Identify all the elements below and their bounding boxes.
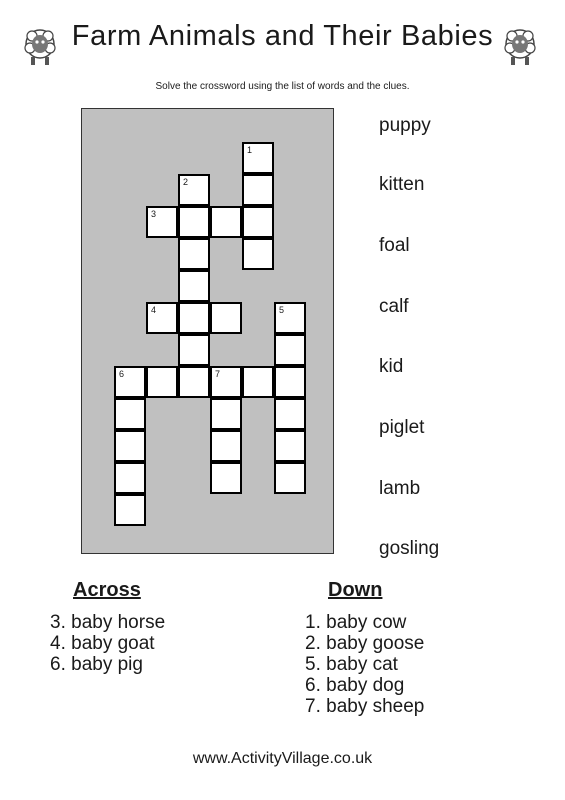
clue-number: 1 (247, 145, 253, 155)
crossword-cell[interactable] (114, 494, 146, 526)
crossword-cell[interactable] (178, 270, 210, 302)
word-list-item: kitten (379, 174, 425, 195)
crossword-cell[interactable] (274, 302, 306, 334)
across-clue: 4. baby goat (50, 633, 155, 654)
crossword-cell[interactable] (114, 366, 146, 398)
crossword-cell[interactable] (274, 398, 306, 430)
crossword-cell[interactable] (178, 206, 210, 238)
clue-number: 6 (119, 369, 125, 379)
down-clue: 5. baby cat (305, 654, 398, 675)
crossword-cell[interactable] (114, 398, 146, 430)
page-title: Farm Animals and Their Babies (71, 20, 494, 52)
crossword-cell[interactable] (210, 462, 242, 494)
crossword-cell[interactable] (242, 238, 274, 270)
crossword-cell[interactable] (114, 462, 146, 494)
sheep-icon (502, 24, 538, 68)
word-list-item: foal (379, 235, 410, 256)
down-clue: 7. baby sheep (305, 696, 425, 717)
clue-number: 7 (215, 369, 221, 379)
word-list-item: lamb (379, 478, 421, 499)
clue-number: 2 (183, 177, 189, 187)
across-clue: 6. baby pig (50, 654, 143, 675)
crossword-cell[interactable] (178, 334, 210, 366)
crossword-cell[interactable] (210, 430, 242, 462)
crossword-cell[interactable] (178, 238, 210, 270)
down-clue: 1. baby cow (305, 612, 407, 633)
crossword-cell[interactable] (242, 142, 274, 174)
crossword-cell[interactable] (274, 430, 306, 462)
crossword-cell[interactable] (146, 206, 178, 238)
crossword-cell[interactable] (210, 366, 242, 398)
crossword-cell[interactable] (242, 174, 274, 206)
word-list-item: kid (379, 356, 404, 377)
crossword-cell[interactable] (178, 302, 210, 334)
crossword-cell[interactable] (242, 206, 274, 238)
down-clue: 2. baby goose (305, 633, 425, 654)
clue-number: 3 (151, 209, 157, 219)
clue-number: 4 (151, 305, 157, 315)
crossword-cell[interactable] (242, 366, 274, 398)
across-clue: 3. baby horse (50, 612, 166, 633)
crossword-cell[interactable] (210, 398, 242, 430)
crossword-cell[interactable] (178, 366, 210, 398)
crossword-cell[interactable] (146, 366, 178, 398)
down-heading: Down (328, 579, 383, 601)
word-list-item: calf (379, 296, 409, 317)
word-list-item: piglet (379, 417, 425, 438)
word-list-item: gosling (379, 538, 440, 559)
word-list-item: puppy (379, 115, 431, 136)
footer-link[interactable]: www.ActivityVillage.co.uk (192, 750, 373, 767)
crossword-cell[interactable] (274, 462, 306, 494)
crossword-cell[interactable] (274, 334, 306, 366)
down-clue: 6. baby dog (305, 675, 405, 696)
instructions-text: Solve the crossword using the list of words and the clues. (155, 81, 410, 92)
crossword-cell[interactable] (114, 430, 146, 462)
crossword-cell[interactable] (274, 366, 306, 398)
crossword-cell[interactable] (146, 302, 178, 334)
crossword-cell[interactable] (178, 174, 210, 206)
across-heading: Across (73, 579, 141, 601)
clue-number: 5 (279, 305, 285, 315)
crossword-cell[interactable] (210, 206, 242, 238)
crossword-board (81, 108, 334, 554)
crossword-cell[interactable] (210, 302, 242, 334)
